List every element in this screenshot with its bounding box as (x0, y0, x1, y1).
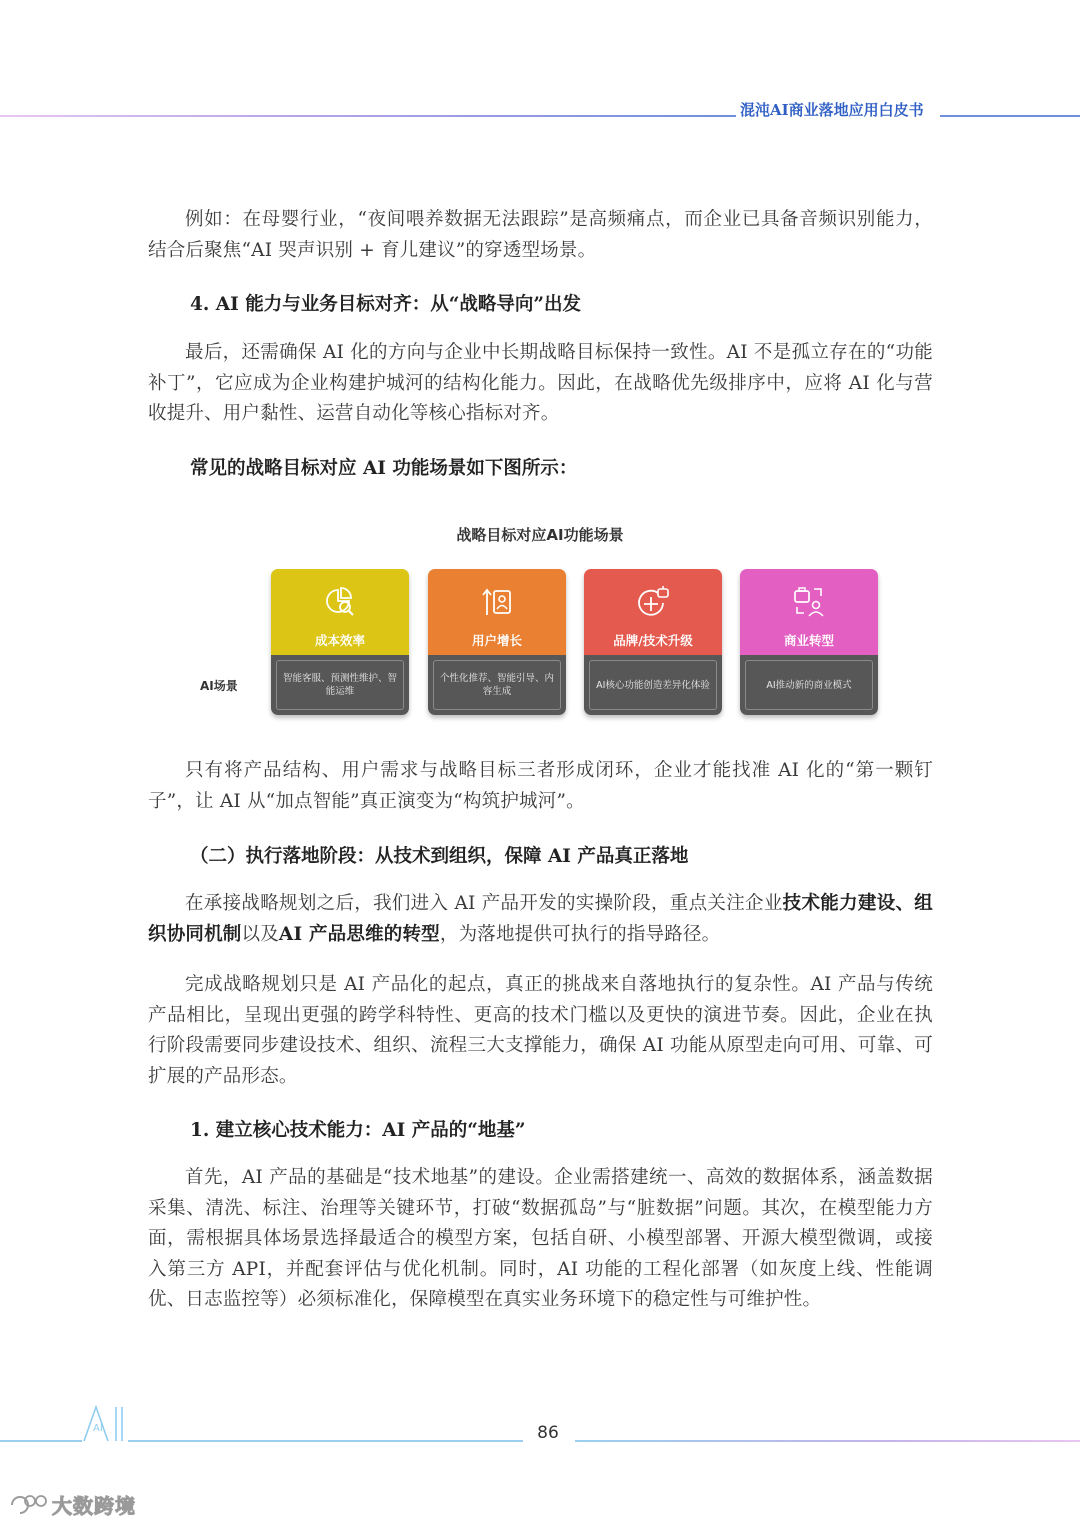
card-header (740, 569, 878, 655)
page-number: 86 (537, 1423, 559, 1443)
plus-robot-icon (636, 585, 670, 619)
watermark-logo-icon (8, 1493, 48, 1517)
card-category: 成本效率 (314, 633, 365, 648)
card-scene: AI推动新的商业模式 (745, 660, 873, 710)
paragraph-example: 例如：在母婴行业，“夜间喂养数据无法跟踪”是高频痛点，而企业已具备音频识别能力，结合后聚焦“AI 哭声识别 + 育儿建议”的穿透型场景。 (148, 209, 933, 261)
header-rule-left (0, 115, 736, 117)
footer-rule-right (575, 1440, 1080, 1442)
diagram-title: 战略目标对应AI功能场景 (456, 526, 624, 544)
card-category: 品牌/技术升级 (613, 633, 693, 648)
diagram-row-label: AI场景 (200, 679, 238, 693)
card-scene: 智能客服、预测性维护、智能运维 (276, 660, 404, 710)
paragraph-execution-complexity: 完成战略规划只是 AI 产品化的起点，真正的挑战来自落地执行的复杂性。AI 产品与传统产品相比，呈现出更强的跨学科特性、更高的技术门槛以及更快的演进节奏。因此，企业在执行阶段需要同步建设技术、组织、流程三大支撑能力，确保 AI 功能从原型走向可用、可靠、可扩展的产品形态。 (148, 974, 933, 1087)
header-rule-right (940, 115, 1080, 117)
footer-rule-left (0, 1440, 82, 1442)
heading-ai-alignment: 4. AI 能力与业务目标对齐：从“战略导向”出发 (190, 294, 581, 315)
card-scene: 个性化推荐、智能引导、内容生成 (433, 660, 561, 710)
card-brand-tech-upgrade (584, 569, 722, 715)
pie-magnifier-icon (323, 585, 357, 619)
footer-ai-logo (82, 1405, 128, 1443)
header-title: 混沌AI商业落地应用白皮书 (740, 101, 924, 119)
card-header (428, 569, 566, 655)
card-scene: AI核心功能创造差异化体验 (589, 660, 717, 710)
heading-diagram-intro: 常见的战略目标对应 AI 功能场景如下图所示： (190, 458, 578, 479)
footer-rule-mid (128, 1440, 523, 1442)
card-header (584, 569, 722, 655)
paragraph-closed-loop: 只有将产品结构、用户需求与战略目标三者形成闭环，企业才能找准 AI 化的“第一颗钉子”，让 AI 从“加点智能”真正演变为“构筑护城河”。 (148, 760, 933, 812)
section-heading-execution: （二）执行落地阶段：从技术到组织，保障 AI 产品真正落地 (190, 846, 689, 867)
user-up-arrow-icon (480, 585, 514, 619)
footer-logo-text: AI (93, 1423, 103, 1434)
card-category: 商业转型 (783, 633, 834, 648)
watermark-text: 大数跨境 (52, 1494, 136, 1518)
card-category: 用户增长 (471, 633, 522, 648)
paragraph-tech-foundation: 首先，AI 产品的基础是“技术地基”的建设。企业需搭建统一、高效的数据体系，涵盖数据采集、清洗、标注、治理等关键环节，打破“数据孤岛”与“脏数据”问题。其次，在模型能力方面，需根据具体场景选择最适合的模型方案，包括自研、小模型部署、开源大模型微调，或接入第三方 API，并配套评估与优化机制。同时，AI 功能的工程化部署（如灰度上线、性能调优、日志监控等）必须标准化，保障模型在真实业务环境下的稳定性与可维护性。 (148, 1167, 933, 1310)
card-cost-efficiency (271, 569, 409, 715)
paragraph-execution-intro: 在承接战略规划之后，我们进入 AI 产品开发的实操阶段，重点关注企业技术能力建设、组织协同机制以及AI 产品思维的转型，为落地提供可执行的指导路径。 (148, 893, 934, 945)
watermark (8, 1490, 136, 1519)
paragraph-strategy: 最后，还需确保 AI 化的方向与企业中长期战略目标保持一致性。AI 不是孤立存在的“功能补丁”，它应成为企业构建护城河的结构化能力。因此，在战略优先级排序中，应将 AI 化与营收提升、用户黏性、运营自动化等核心指标对齐。 (148, 342, 933, 424)
card-user-growth (428, 569, 566, 715)
card-business-transformation (740, 569, 878, 715)
briefcase-person-icon (792, 585, 826, 619)
card-header (271, 569, 409, 655)
heading-core-tech: 1. 建立核心技术能力：AI 产品的“地基” (190, 1120, 526, 1141)
